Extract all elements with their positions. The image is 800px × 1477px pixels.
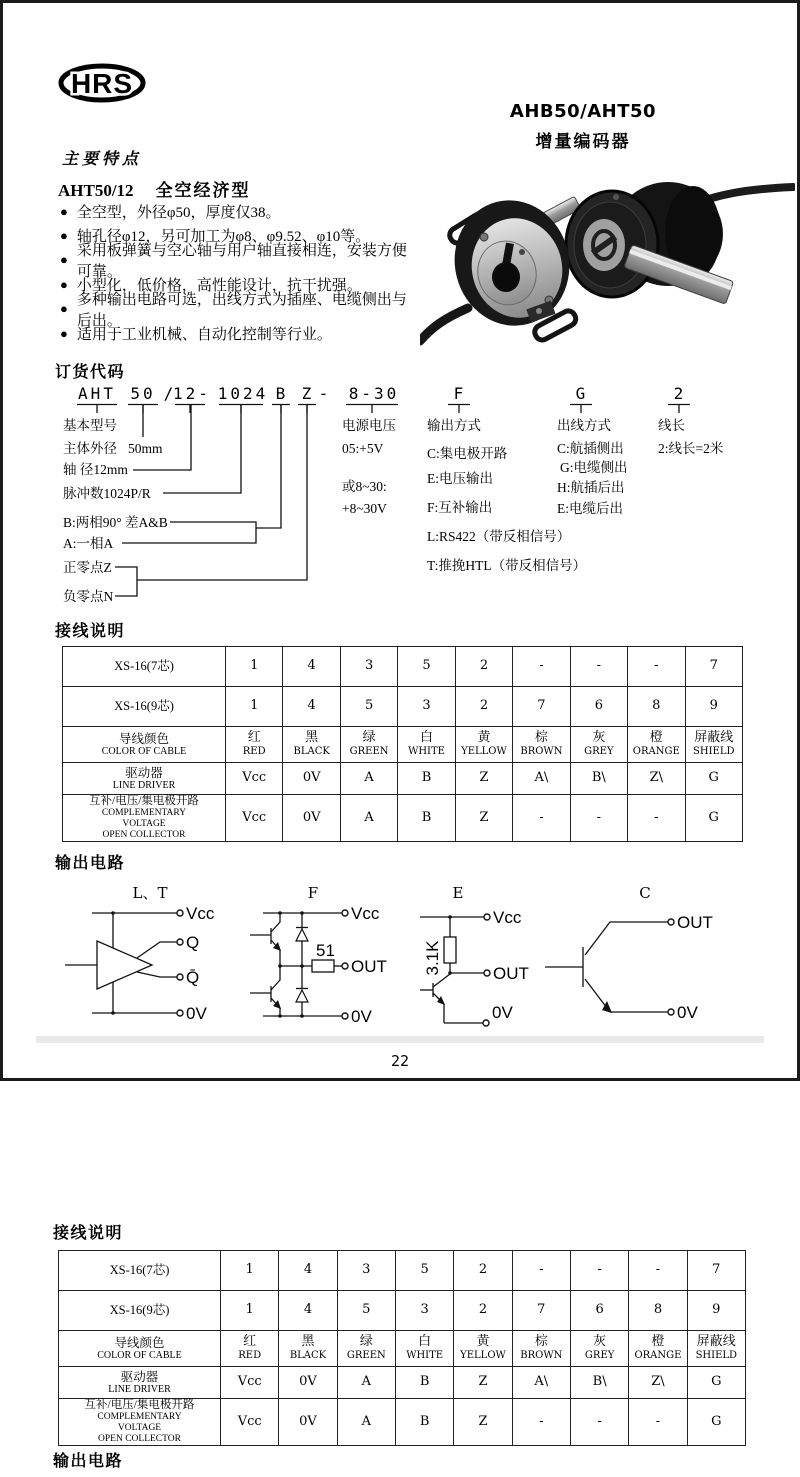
wiring-heading-2: 接线说明 [53,1223,124,1242]
table-cell: 3 [395,1291,453,1331]
page-number: 22 [390,1052,410,1070]
row-label-cell: XS-16(9芯) [63,687,226,727]
table-cell: A [337,1367,395,1399]
table-cell: 橙 ORANGE [628,727,685,763]
feature-text: 全空型，外径φ50，厚度仅38。 [76,204,281,221]
code-segment: F [453,384,467,403]
table-cell: 灰 GREY [570,727,627,763]
row-label-cell: 互补/电压/集电极开路 COMPLEMENTARY VOLTAGE OPEN COLLECTOR [63,795,226,842]
table-cell: - [628,647,685,687]
table-cell: A [337,1399,395,1446]
feature-list [60,199,420,345]
table-cell: 8 [628,687,685,727]
table-cell: 0V [279,1399,337,1446]
wiring-table-2 [58,1250,746,1446]
wiring-heading: 接线说明 [55,621,126,640]
table-cell: 1 [221,1251,279,1291]
table-row [59,1331,746,1367]
table-cell: 0V [279,1367,337,1399]
exit-mode-title: 出线方式 [557,418,611,433]
table-cell: G [687,1367,745,1399]
table-cell: - [570,1399,628,1446]
table-cell: 白 WHITE [395,1331,453,1367]
logo-text: HRS [70,68,134,99]
terminal-label: Vcc [186,904,215,923]
terminal-label: OUT [351,957,387,976]
circuit-voltage-output [420,908,529,1026]
table-cell: A\ [512,1367,570,1399]
table-row [63,795,743,842]
circuit-complementary [250,904,387,1026]
table-cell: Vcc [221,1367,279,1399]
table-cell: B [398,763,455,795]
order-code-heading: 订货代码 [55,362,126,381]
model-heading-row [58,176,251,201]
row-label-cell: 驱动器 LINE DRIVER [63,763,226,795]
output-mode-item: E:电压输出 [427,471,493,486]
row-label-cell: XS-16(7芯) [63,647,226,687]
table-cell: 4 [283,647,340,687]
feature-text: 采用板弹簧与空心轴与用户轴直接相连，安装方便可靠。 [76,242,407,280]
resistor [444,937,456,963]
code-segment: Z [301,384,315,403]
code-segment: B [275,384,289,403]
table-cell: A\ [513,763,570,795]
resistor-value: 3.1K [423,940,442,976]
feature-item [60,242,420,280]
table-row [63,687,743,727]
table-cell: - [629,1251,687,1291]
feature-item [60,199,420,223]
table-cell: - [512,1399,570,1446]
table-row [63,647,743,687]
order-code-diagram [0,380,800,618]
terminal-label: 0V [677,1003,698,1022]
bullet-icon: ● [60,325,68,341]
table-cell: 绿 GREEN [337,1331,395,1367]
table-cell: - [513,795,570,842]
label-phase-b: B:两相90° 差A&B [63,515,168,530]
voltage-title: 电源电压 [342,418,396,433]
table-cell: 屏蔽线 SHIELD [685,727,743,763]
label-pulses: 脉冲数1024P/R [63,486,151,501]
code-segment: 8-30 [348,384,400,403]
circuit-title-f: F [307,884,319,902]
table-cell: 3 [398,687,455,727]
output-mode-item: C:集电极开路 [427,446,508,461]
table-cell: 0V [283,795,340,842]
output-mode-item: L:RS422（带反相信号） [427,529,571,544]
table-cell: B [398,795,455,842]
table-cell: 橙 ORANGE [629,1331,687,1367]
table-cell: Vcc [226,763,283,795]
table-cell: 1 [221,1291,279,1331]
table-cell: Z [454,1399,512,1446]
table-cell: - [570,647,627,687]
feature-text: 适用于工业机械、自动化控制等行业。 [76,326,332,343]
table-cell: Z\ [628,763,685,795]
voltage-item: +8~30V [342,501,387,516]
table-cell: - [513,647,570,687]
circuit-title-c: C [639,884,651,902]
table-cell: Z [455,763,512,795]
table-cell: G [685,763,743,795]
table-row [59,1291,746,1331]
table-cell: - [512,1251,570,1291]
table-cell: 9 [687,1291,745,1331]
code-segment: 12- [173,384,211,403]
table-row [59,1399,746,1446]
code-segment: 2 [673,384,687,403]
feature-text: 多种输出电路可选，出线方式为插座、电缆侧出与后出。 [76,291,407,329]
bullet-icon: ● [60,252,68,268]
table-cell: 4 [283,687,340,727]
table-cell: 黄 YELLOW [454,1331,512,1367]
table-cell: Vcc [226,795,283,842]
label-zero-neg: 负零点N [63,589,114,604]
terminal-label: OUT [677,913,713,932]
table-cell: B\ [570,1367,628,1399]
table-row [59,1367,746,1399]
table-cell: B [395,1399,453,1446]
features-heading: 主要特点 [62,149,143,168]
circuit-line-driver [65,904,215,1023]
table-cell: 0V [283,763,340,795]
circuit-open-collector [545,913,713,1022]
exit-mode-item: E:电缆后出 [557,501,623,516]
table-cell: Z [455,795,512,842]
row-label-cell: 导线颜色 COLOR OF CABLE [63,727,226,763]
model-title: AHB50/AHT50 [509,101,657,122]
table-cell: 7 [687,1251,745,1291]
circuit-title-lt: L、T [132,884,168,902]
table-cell: 红 RED [221,1331,279,1367]
terminal-label: Vcc [493,908,522,927]
table-cell: 2 [455,687,512,727]
table-cell: 1 [226,687,283,727]
table-cell: G [685,795,743,842]
table-cell: 白 WHITE [398,727,455,763]
terminal-label: OUT [493,964,529,983]
label-zero-pos: 正零点Z [63,560,112,575]
table-cell: 5 [337,1291,395,1331]
row-label-cell: 导线颜色 COLOR OF CABLE [59,1331,221,1367]
label-base-model: 基本型号 [63,418,117,433]
label-shaft-dia: 轴 径12mm [63,462,128,477]
table-row [59,1251,746,1291]
cable [420,308,468,341]
wiring-table [62,646,743,842]
table-cell: - [570,795,627,842]
exit-mode-item: G:电缆侧出 [560,460,628,475]
table-cell: 棕 BROWN [512,1331,570,1367]
footer-divider [36,1036,764,1043]
table-cell: 棕 BROWN [513,727,570,763]
table-cell: 8 [629,1291,687,1331]
voltage-item: 或8~30: [342,479,387,494]
table-cell: Z\ [629,1367,687,1399]
label-body-dia-value: 50mm [128,441,163,456]
table-cell: 5 [395,1251,453,1291]
code-segment: / [163,384,177,403]
output-circuit-heading-2: 输出电路 [53,1451,124,1470]
terminal-label: 0V [186,1004,207,1023]
code-segment: AHT [78,384,116,403]
row-label-cell: XS-16(7芯) [59,1251,221,1291]
label-body-dia: 主体外径 [63,441,117,456]
table-cell: - [628,795,685,842]
code-segment: 1024 [217,384,269,403]
resistor-value: 51 [316,941,335,960]
output-circuit-diagrams [40,870,760,1035]
model-type-name: 全空经济型 [155,181,251,201]
table-cell: 2 [455,647,512,687]
table-cell: 黄 YELLOW [455,727,512,763]
table-cell: 4 [279,1291,337,1331]
exit-mode-item: C:航插侧出 [557,441,624,456]
output-mode-item: T:推挽HTL（带反相信号） [427,558,587,573]
output-mode-title: 输出方式 [427,418,481,433]
terminal-label: Vcc [351,904,380,923]
cable-length-item: 2:线长=2米 [658,441,724,456]
output-circuit-heading: 输出电路 [55,853,126,872]
table-cell: B\ [570,763,627,795]
code-segment: 50 [130,384,156,403]
table-cell: A [340,763,397,795]
hollow-shaft-hole [492,262,520,292]
table-cell: 1 [226,647,283,687]
terminal-label: 0V [351,1007,372,1026]
table-cell: 6 [570,687,627,727]
table-cell: 3 [340,647,397,687]
table-cell: 9 [685,687,743,727]
table-row [63,727,743,763]
table-cell: - [629,1399,687,1446]
table-cell: 黑 BLACK [283,727,340,763]
table-cell: 7 [513,687,570,727]
table-cell: 绿 GREEN [340,727,397,763]
table-cell: 3 [337,1251,395,1291]
amplifier-triangle [97,941,152,989]
table-cell: 灰 GREY [570,1331,628,1367]
feature-text: 小型化，低价格，高性能设计，抗干扰强。 [76,277,362,294]
terminal-label: Q [186,933,200,952]
product-photo [420,172,795,364]
cable-length-title: 线长 [658,418,685,433]
label-phase-a: A:一相A [63,536,114,551]
terminal-label: Q̄ [186,968,200,987]
hrs-logo [58,62,146,104]
table-cell: Z [454,1367,512,1399]
table-cell: 5 [340,687,397,727]
terminal-label: 0V [492,1003,513,1022]
table-cell: 黑 BLACK [279,1331,337,1367]
table-cell: - [570,1251,628,1291]
feature-text: 轴孔径φ12，另可加工为φ8、φ9.52、φ10等。 [76,229,371,246]
bullet-icon: ● [60,301,68,317]
table-cell: 4 [279,1251,337,1291]
bullet-icon: ● [60,228,68,244]
product-type-title: 增量编码器 [535,132,631,152]
model-number: AHT50/12 [58,181,134,200]
output-mode-item: F:互补输出 [427,500,493,515]
code-ticks [97,405,679,414]
row-label-cell: XS-16(9芯) [59,1291,221,1331]
table-cell: G [687,1399,745,1446]
row-label-cell: 互补/电压/集电极开路 COMPLEMENTARY VOLTAGE OPEN COLLECTOR [59,1399,221,1446]
table-cell: 2 [454,1291,512,1331]
code-segment: - [318,384,332,403]
table-cell: Vcc [221,1399,279,1446]
exit-mode-item: H:航插后出 [557,480,625,495]
feature-item [60,291,420,329]
table-cell: A [340,795,397,842]
table-cell: B [395,1367,453,1399]
circuit-title-e: E [452,884,464,902]
table-cell: 7 [685,647,743,687]
bullet-icon: ● [60,203,68,219]
table-cell: 屏蔽线 SHIELD [687,1331,745,1367]
voltage-item: 05:+5V [342,441,384,456]
bullet-icon: ● [60,276,68,292]
table-row [63,763,743,795]
table-cell: 6 [570,1291,628,1331]
table-cell: 红 RED [226,727,283,763]
resistor [312,960,334,972]
table-cell: 2 [454,1251,512,1291]
document-title [488,101,678,152]
row-label-cell: 驱动器 LINE DRIVER [59,1367,221,1399]
code-segment: G [575,384,589,403]
table-cell: 7 [512,1291,570,1331]
table-cell: 5 [398,647,455,687]
